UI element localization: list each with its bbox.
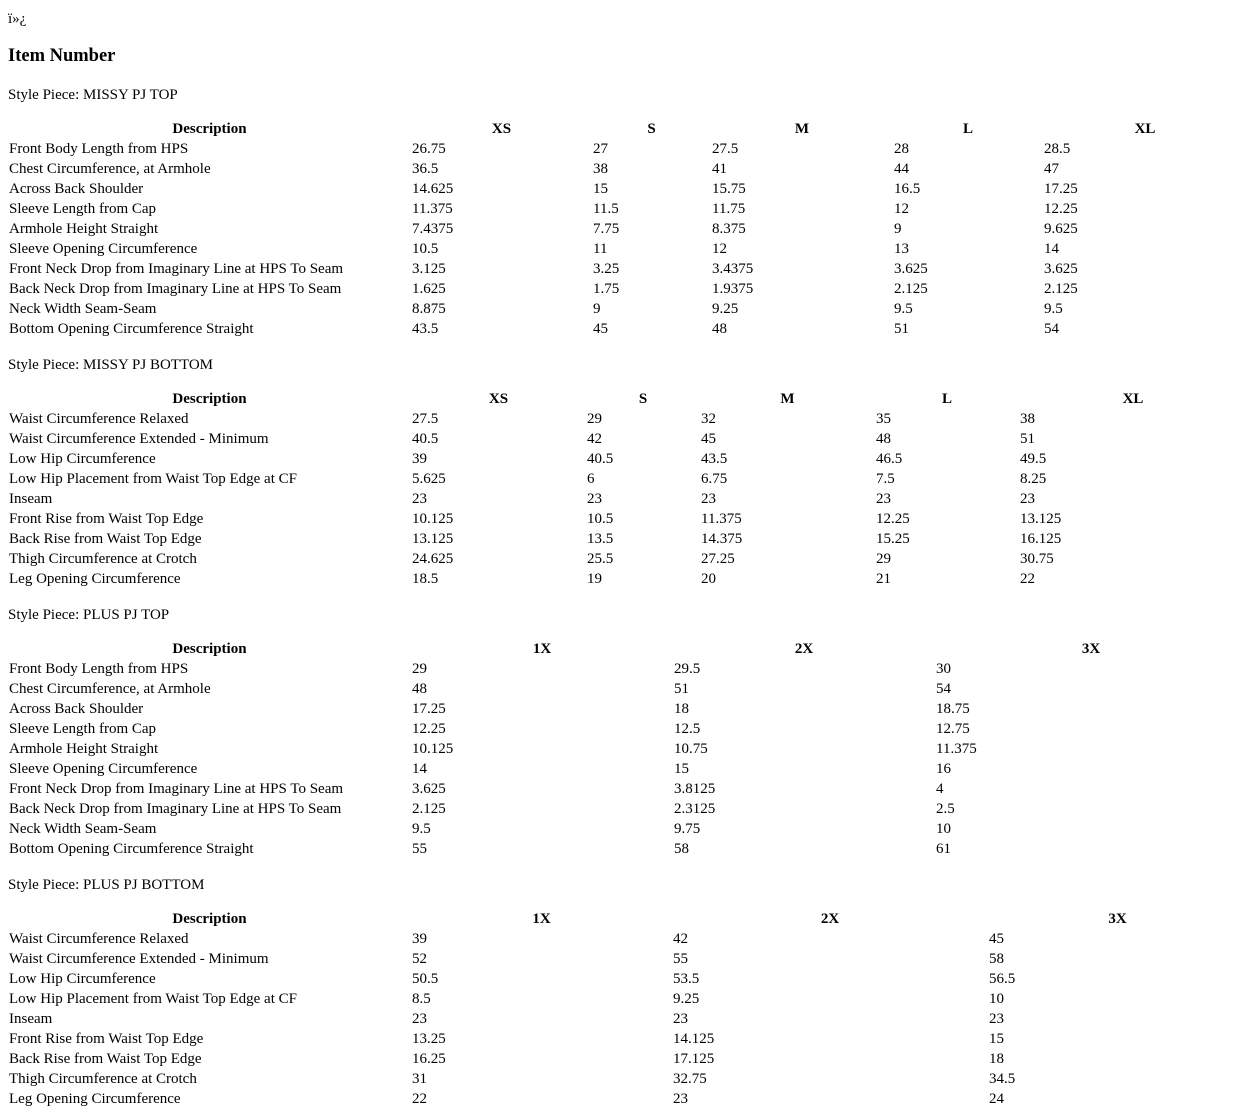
measurement-value: 8.25 <box>1020 471 1047 487</box>
measurement-description: Neck Width Seam-Seam <box>9 821 157 837</box>
measurement-value: 52 <box>412 951 427 967</box>
table-row <box>8 509 1247 529</box>
spec-table <box>8 389 1247 589</box>
table-row <box>8 819 1247 839</box>
measurement-value: 3.625 <box>412 781 446 797</box>
measurement-value: 50.5 <box>412 971 439 987</box>
measurement-value: 1.9375 <box>712 281 754 297</box>
measurement-value: 14.125 <box>673 1031 715 1047</box>
measurement-value: 13.125 <box>412 531 454 547</box>
measurement-value: 1.75 <box>593 281 620 297</box>
measurement-value: 34.5 <box>989 1071 1016 1087</box>
measurement-value: 7.5 <box>876 471 895 487</box>
measurement-value: 11.375 <box>701 511 742 527</box>
measurement-description: Back Neck Drop from Imaginary Line at HPS To Seam <box>9 801 342 817</box>
measurement-value: 2.125 <box>1044 281 1078 297</box>
encoding-artifact-text: ï»¿ <box>8 11 27 27</box>
measurement-value: 49.5 <box>1020 451 1047 467</box>
measurement-value: 16.25 <box>412 1051 446 1067</box>
measurement-value: 9.25 <box>673 991 700 1007</box>
measurement-value: 15 <box>593 181 608 197</box>
measurement-value: 26.75 <box>412 141 446 157</box>
column-header-size: S <box>638 391 648 407</box>
measurement-value: 45 <box>701 431 716 447</box>
measurement-value: 4 <box>936 781 944 797</box>
table-row <box>8 989 1247 1009</box>
measurement-value: 39 <box>412 451 427 467</box>
measurement-value: 23 <box>701 491 716 507</box>
measurement-value: 3.125 <box>412 261 446 277</box>
table-row <box>8 739 1247 759</box>
measurement-value: 58 <box>674 841 689 857</box>
measurement-value: 51 <box>674 681 689 697</box>
measurement-value: 18.5 <box>412 571 439 587</box>
measurement-value: 9.5 <box>1044 301 1063 317</box>
table-row <box>8 139 1247 159</box>
measurement-value: 19 <box>587 571 602 587</box>
measurement-value: 16.5 <box>894 181 921 197</box>
measurement-value: 45 <box>593 321 608 337</box>
measurement-value: 23 <box>673 1011 688 1027</box>
table-row <box>8 469 1247 489</box>
header-row <box>8 119 1247 139</box>
measurement-value: 23 <box>587 491 602 507</box>
measurement-value: 47 <box>1044 161 1059 177</box>
measurement-value: 23 <box>989 1011 1004 1027</box>
table-row <box>8 949 1247 969</box>
table-row <box>8 199 1247 219</box>
column-header-size: XL <box>1134 121 1156 137</box>
measurement-value: 23 <box>876 491 891 507</box>
measurement-description: Low Hip Circumference <box>9 451 156 467</box>
column-header-size: XS <box>491 121 512 137</box>
measurement-value: 44 <box>894 161 909 177</box>
measurement-value: 11.5 <box>593 201 619 217</box>
measurement-description: Neck Width Seam-Seam <box>9 301 157 317</box>
measurement-value: 1.625 <box>412 281 446 297</box>
measurement-value: 24 <box>989 1091 1004 1107</box>
measurement-value: 17.25 <box>1044 181 1078 197</box>
measurement-value: 6.75 <box>701 471 728 487</box>
measurement-value: 24.625 <box>412 551 454 567</box>
measurement-value: 32.75 <box>673 1071 707 1087</box>
measurement-value: 28.5 <box>1044 141 1071 157</box>
measurement-value: 27.25 <box>701 551 735 567</box>
measurement-value: 30.75 <box>1020 551 1054 567</box>
style-piece-label: Style Piece: MISSY PJ TOP <box>8 87 178 103</box>
measurement-description: Across Back Shoulder <box>9 181 144 197</box>
measurement-description: Sleeve Opening Circumference <box>9 761 198 777</box>
measurement-value: 22 <box>1020 571 1035 587</box>
measurement-value: 9 <box>894 221 902 237</box>
measurement-description: Front Rise from Waist Top Edge <box>9 1031 204 1047</box>
column-header-size: M <box>794 121 810 137</box>
measurement-value: 27.5 <box>412 411 439 427</box>
measurement-value: 29 <box>876 551 891 567</box>
measurement-value: 14 <box>412 761 427 777</box>
measurement-value: 2.5 <box>936 801 955 817</box>
measurement-value: 17.25 <box>412 701 446 717</box>
table-row <box>8 969 1247 989</box>
measurement-value: 2.125 <box>894 281 928 297</box>
table-row <box>8 299 1247 319</box>
measurement-value: 10.125 <box>412 741 454 757</box>
measurement-value: 12.25 <box>1044 201 1078 217</box>
measurement-value: 48 <box>412 681 427 697</box>
table-row <box>8 409 1247 429</box>
measurement-value: 8.875 <box>412 301 446 317</box>
column-header-size: 3X <box>1108 911 1127 927</box>
measurement-value: 51 <box>1020 431 1035 447</box>
style-piece-label: Style Piece: MISSY PJ BOTTOM <box>8 357 214 373</box>
measurement-value: 13.125 <box>1020 511 1062 527</box>
measurement-value: 23 <box>673 1091 688 1107</box>
measurement-value: 9.5 <box>412 821 431 837</box>
measurement-description: Low Hip Circumference <box>9 971 156 987</box>
column-header-description: Description <box>172 121 247 137</box>
column-header-size: XS <box>488 391 509 407</box>
measurement-value: 55 <box>412 841 427 857</box>
measurement-value: 39 <box>412 931 427 947</box>
table-row <box>8 1009 1247 1029</box>
column-header-description: Description <box>172 911 247 927</box>
measurement-description: Across Back Shoulder <box>9 701 144 717</box>
measurement-value: 12.75 <box>936 721 970 737</box>
measurement-value: 8.5 <box>412 991 431 1007</box>
measurement-value: 10.75 <box>674 741 708 757</box>
measurement-description: Chest Circumference, at Armhole <box>9 161 211 177</box>
measurement-value: 38 <box>1020 411 1035 427</box>
measurement-value: 3.8125 <box>674 781 716 797</box>
measurement-description: Low Hip Placement from Waist Top Edge at CF <box>9 991 297 1007</box>
table-row <box>8 799 1247 819</box>
measurement-value: 21 <box>876 571 891 587</box>
column-header-size: 2X <box>794 641 814 657</box>
measurement-description: Front Neck Drop from Imaginary Line at HPS To Seam <box>9 781 344 797</box>
measurement-value: 23 <box>412 491 427 507</box>
measurement-description: Sleeve Opening Circumference <box>9 241 198 257</box>
column-header-size: 1X <box>532 911 551 927</box>
measurement-description: Waist Circumference Extended - Minimum <box>9 431 269 447</box>
table-row <box>8 1069 1247 1089</box>
table-row <box>8 679 1247 699</box>
measurement-value: 12.5 <box>674 721 701 737</box>
table-row <box>8 659 1247 679</box>
measurement-value: 43.5 <box>701 451 728 467</box>
table-row <box>8 569 1247 589</box>
measurement-value: 23 <box>412 1011 427 1027</box>
measurement-value: 27.5 <box>712 141 739 157</box>
measurement-value: 30 <box>936 661 951 677</box>
measurement-value: 35 <box>876 411 891 427</box>
measurement-description: Thigh Circumference at Crotch <box>9 1071 197 1087</box>
measurement-value: 2.3125 <box>674 801 716 817</box>
measurement-value: 16.125 <box>1020 531 1062 547</box>
measurement-value: 9.5 <box>894 301 913 317</box>
measurement-value: 42 <box>587 431 602 447</box>
measurement-value: 10.5 <box>412 241 439 257</box>
measurement-value: 16 <box>936 761 951 777</box>
measurement-value: 23 <box>1020 491 1035 507</box>
measurement-value: 15 <box>674 761 689 777</box>
measurement-value: 42 <box>673 931 688 947</box>
measurement-value: 11.75 <box>712 201 746 217</box>
measurement-value: 58 <box>989 951 1004 967</box>
measurement-value: 41 <box>712 161 727 177</box>
measurement-value: 53.5 <box>673 971 700 987</box>
column-header-size: S <box>647 121 656 137</box>
measurement-value: 29 <box>412 661 427 677</box>
table-row <box>8 319 1247 339</box>
measurement-value: 15 <box>989 1031 1004 1047</box>
table-row <box>8 489 1247 509</box>
measurement-value: 11.375 <box>936 741 977 757</box>
column-header-size: 2X <box>820 911 840 927</box>
measurement-value: 51 <box>894 321 909 337</box>
measurement-value: 54 <box>1044 321 1059 337</box>
measurement-value: 10 <box>989 991 1004 1007</box>
measurement-value: 3.625 <box>894 261 928 277</box>
table-row <box>8 259 1247 279</box>
column-header-size: XL <box>1122 391 1144 407</box>
table-row <box>8 549 1247 569</box>
measurement-value: 10.125 <box>412 511 454 527</box>
measurement-value: 48 <box>876 431 891 447</box>
measurement-value: 54 <box>936 681 951 697</box>
style-piece-label: Style Piece: PLUS PJ BOTTOM <box>8 877 205 893</box>
measurement-value: 40.5 <box>587 451 614 467</box>
measurement-value: 12 <box>894 201 909 217</box>
measurement-value: 31 <box>412 1071 427 1087</box>
table-row <box>8 839 1247 859</box>
measurement-value: 25.5 <box>587 551 614 567</box>
measurement-value: 13.5 <box>587 531 614 547</box>
table-row <box>8 699 1247 719</box>
measurement-value: 56.5 <box>989 971 1016 987</box>
measurement-description: Bottom Opening Circumference Straight <box>9 321 254 337</box>
measurement-value: 22 <box>412 1091 427 1107</box>
measurement-value: 14.625 <box>412 181 454 197</box>
measurement-value: 29 <box>587 411 602 427</box>
table-row <box>8 279 1247 299</box>
column-header-description: Description <box>172 641 247 657</box>
measurement-value: 5.625 <box>412 471 446 487</box>
measurement-value: 6 <box>587 471 595 487</box>
table-row <box>8 779 1247 799</box>
measurement-value: 18 <box>674 701 689 717</box>
measurement-value: 18.75 <box>936 701 970 717</box>
spec-table <box>8 639 1247 859</box>
measurement-value: 43.5 <box>412 321 439 337</box>
column-header-size: L <box>962 121 973 137</box>
table-row <box>8 1089 1247 1109</box>
measurement-value: 13.25 <box>412 1031 446 1047</box>
measurement-description: Armhole Height Straight <box>9 741 159 757</box>
spec-table <box>8 119 1247 339</box>
measurement-description: Inseam <box>9 491 53 507</box>
measurement-description: Front Body Length from HPS <box>9 661 189 677</box>
table-row <box>8 529 1247 549</box>
measurement-value: 11 <box>593 241 608 257</box>
column-header-size: 3X <box>1081 641 1101 657</box>
measurement-value: 3.625 <box>1044 261 1078 277</box>
measurement-description: Bottom Opening Circumference Straight <box>9 841 254 857</box>
column-header-size: 1X <box>532 641 552 657</box>
measurement-value: 8.375 <box>712 221 746 237</box>
measurement-value: 29.5 <box>674 661 701 677</box>
column-header-size: L <box>941 391 952 407</box>
measurement-value: 7.4375 <box>412 221 454 237</box>
measurement-value: 2.125 <box>412 801 446 817</box>
measurement-description: Thigh Circumference at Crotch <box>9 551 197 567</box>
measurement-value: 15.25 <box>876 531 910 547</box>
measurement-description: Low Hip Placement from Waist Top Edge at CF <box>9 471 297 487</box>
measurement-description: Chest Circumference, at Armhole <box>9 681 211 697</box>
measurement-value: 3.4375 <box>712 261 754 277</box>
measurement-description: Waist Circumference Relaxed <box>9 931 189 947</box>
measurement-value: 9.625 <box>1044 221 1078 237</box>
table-row <box>8 1049 1247 1069</box>
header-row <box>8 639 1247 659</box>
measurement-value: 12.25 <box>412 721 446 737</box>
measurement-value: 18 <box>989 1051 1004 1067</box>
table-row <box>8 1029 1247 1049</box>
measurement-value: 20 <box>701 571 716 587</box>
measurement-description: Armhole Height Straight <box>9 221 159 237</box>
measurement-value: 9.25 <box>712 301 739 317</box>
measurement-value: 61 <box>936 841 951 857</box>
measurement-value: 10 <box>936 821 951 837</box>
style-piece-label: Style Piece: PLUS PJ TOP <box>8 607 170 623</box>
measurement-value: 11.375 <box>412 201 453 217</box>
measurement-description: Sleeve Length from Cap <box>9 721 157 737</box>
header-row <box>8 909 1247 929</box>
measurement-value: 9.75 <box>674 821 701 837</box>
table-row <box>8 719 1247 739</box>
header-row <box>8 389 1247 409</box>
measurement-description: Front Neck Drop from Imaginary Line at HPS To Seam <box>9 261 344 277</box>
measurement-description: Waist Circumference Extended - Minimum <box>9 951 269 967</box>
measurement-value: 9 <box>593 301 601 317</box>
measurement-value: 46.5 <box>876 451 903 467</box>
measurement-value: 14.375 <box>701 531 743 547</box>
table-row <box>8 449 1247 469</box>
measurement-value: 12.25 <box>876 511 910 527</box>
column-header-description: Description <box>172 391 247 407</box>
table-row <box>8 179 1247 199</box>
measurement-value: 17.125 <box>673 1051 715 1067</box>
measurement-value: 27 <box>593 141 608 157</box>
measurement-description: Leg Opening Circumference <box>9 571 181 587</box>
table-row <box>8 429 1247 449</box>
measurement-value: 15.75 <box>712 181 746 197</box>
measurement-value: 7.75 <box>593 221 620 237</box>
measurement-description: Leg Opening Circumference <box>9 1091 181 1107</box>
measurement-value: 12 <box>712 241 727 257</box>
measurement-description: Back Rise from Waist Top Edge <box>9 531 202 547</box>
measurement-description: Sleeve Length from Cap <box>9 201 157 217</box>
measurement-value: 10.5 <box>587 511 614 527</box>
measurement-value: 13 <box>894 241 909 257</box>
table-row <box>8 239 1247 259</box>
measurement-value: 40.5 <box>412 431 439 447</box>
page-title: Item Number <box>8 46 116 66</box>
measurement-value: 55 <box>673 951 688 967</box>
measurement-value: 3.25 <box>593 261 620 277</box>
measurement-description: Front Rise from Waist Top Edge <box>9 511 204 527</box>
measurement-description: Inseam <box>9 1011 53 1027</box>
measurement-description: Back Neck Drop from Imaginary Line at HPS To Seam <box>9 281 342 297</box>
measurement-value: 32 <box>701 411 716 427</box>
column-header-size: M <box>780 391 795 407</box>
measurement-description: Waist Circumference Relaxed <box>9 411 189 427</box>
table-row <box>8 219 1247 239</box>
measurement-value: 28 <box>894 141 909 157</box>
table-row <box>8 759 1247 779</box>
measurement-value: 38 <box>593 161 608 177</box>
measurement-value: 45 <box>989 931 1004 947</box>
measurement-value: 14 <box>1044 241 1059 257</box>
measurement-value: 36.5 <box>412 161 439 177</box>
table-row <box>8 159 1247 179</box>
measurement-value: 48 <box>712 321 727 337</box>
table-row <box>8 929 1247 949</box>
spec-table <box>8 909 1247 1109</box>
measurement-description: Front Body Length from HPS <box>9 141 189 157</box>
measurement-description: Back Rise from Waist Top Edge <box>9 1051 202 1067</box>
